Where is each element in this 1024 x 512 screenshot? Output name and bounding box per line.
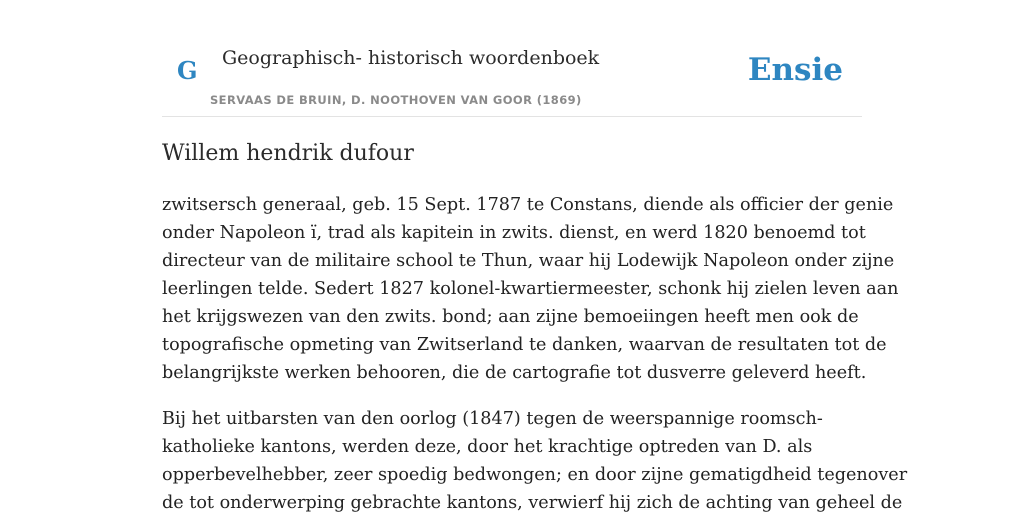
dictionary-badge-icon[interactable]: G — [177, 56, 198, 85]
paragraph-line: het krijgswezen van den zwits. bond; aan zijne bemoeiingen heeft men ook de — [162, 307, 859, 327]
paragraph-line: Bij het uitbarsten van den oorlog (1847) tegen de weerspannige roomsch- — [162, 409, 823, 429]
entry-article — [162, 138, 908, 512]
paragraph-line: leerlingen telde. Sedert 1827 kolonel-kwartiermeester, schonk hij zielen leven aan — [162, 279, 899, 299]
entry-paragraph — [162, 191, 899, 387]
site-header — [162, 0, 862, 117]
paragraph-line: belangrijkste werken behooren, die de cartografie tot dusverre geleverd heeft. — [162, 363, 867, 383]
paragraph-line: opperbevelhebber, zeer spoedig bedwongen; en door zijne gematigdheid tegenover — [162, 465, 908, 485]
paragraph-line: zwitsersch generaal, geb. 15 Sept. 1787 te Constans, diende als officier der genie — [162, 195, 894, 215]
paragraph-line: directeur van de militaire school te Thun, waar hij Lodewijk Napoleon onder zijne — [162, 251, 895, 271]
paragraph-line: topografische opmeting van Zwitserland te danken, waarvan de resultaten tot de — [162, 335, 887, 355]
book-title-link[interactable]: Geographisch- historisch woordenboek — [222, 47, 600, 69]
paragraph-line: onder Napoleon ï, trad als kapitein in zwits. dienst, en werd 1820 benoemd tot — [162, 223, 866, 243]
book-authors-year: SERVAAS DE BRUIN, D. NOOTHOVEN VAN GOOR (1869) — [210, 93, 582, 107]
entry-title: Willem hendrik dufour — [162, 141, 414, 166]
ensie-logo-link[interactable]: Ensie — [747, 52, 843, 88]
entry-paragraph — [162, 405, 908, 512]
paragraph-line: katholieke kantons, werden deze, door het krachtige optreden van D. als — [162, 437, 813, 457]
paragraph-line: de tot onderwerping gebrachte kantons, verwierf hij zich de achting van geheel de — [162, 493, 903, 512]
